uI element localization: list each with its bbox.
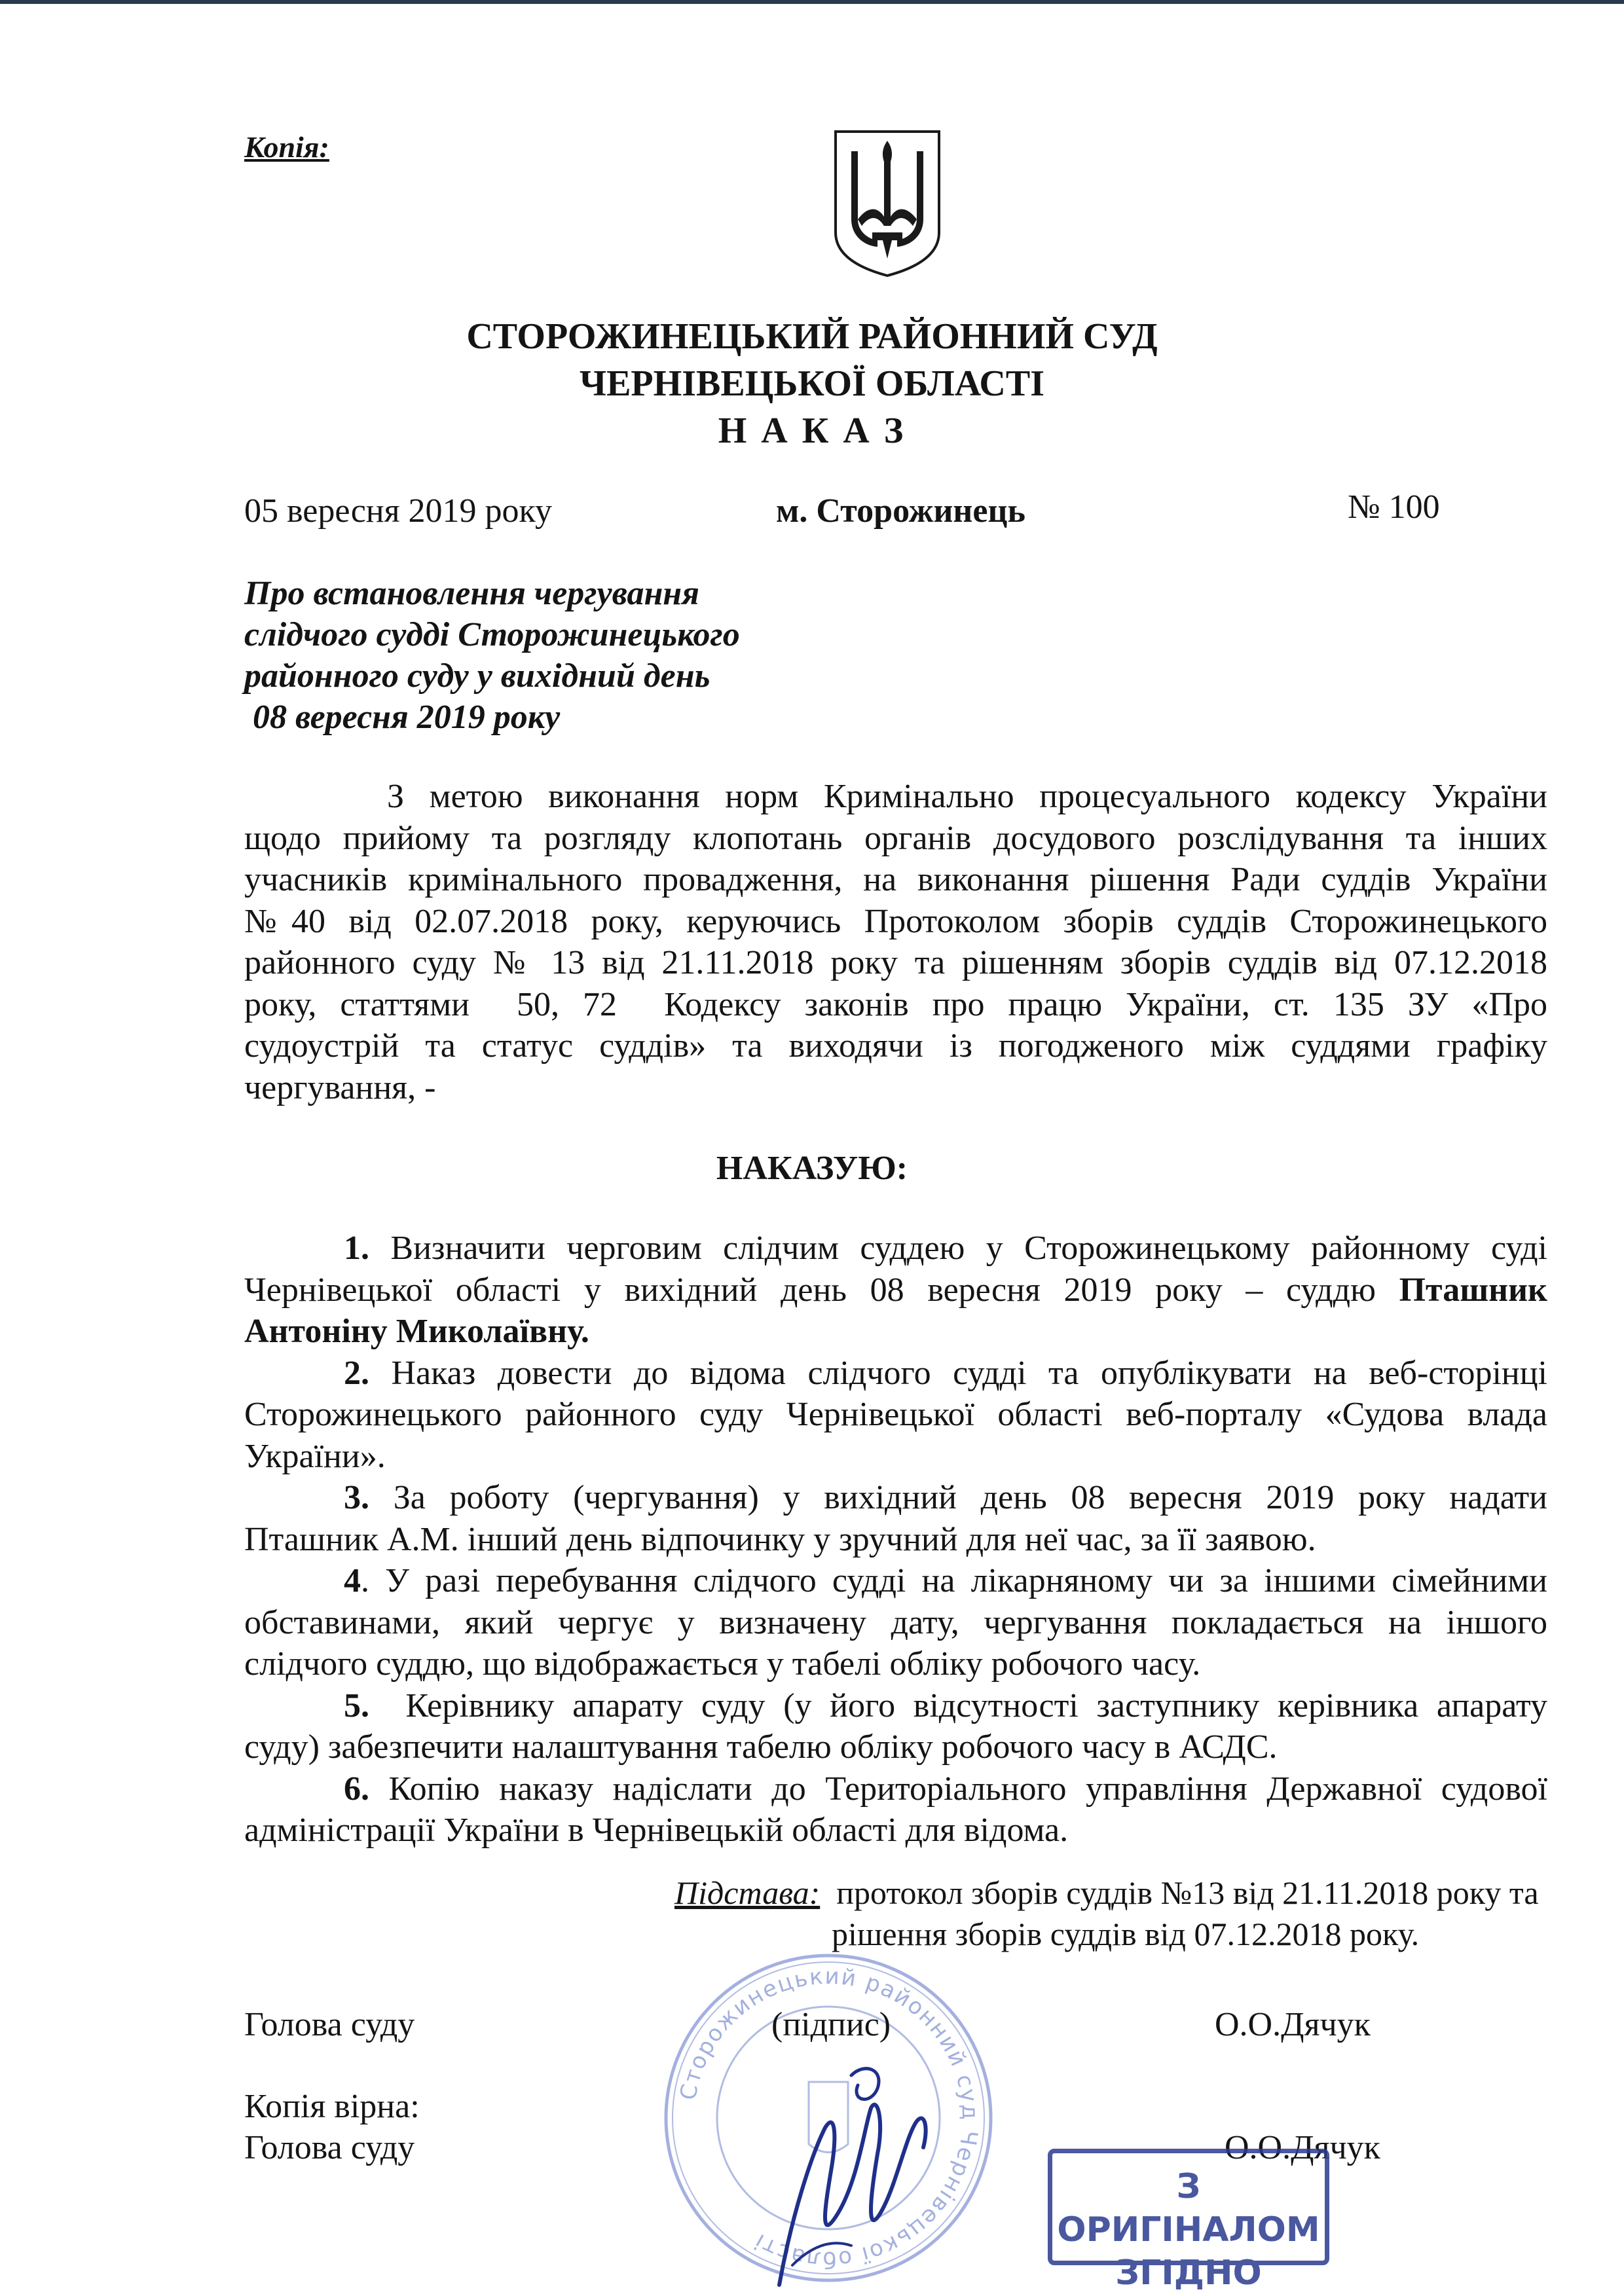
trident-emblem-icon (832, 128, 943, 280)
order-date: 05 вересня 2019 року (244, 492, 553, 530)
judge-surname: Пташник (1399, 1271, 1548, 1309)
head-title: Голова суду (244, 2006, 415, 2043)
preamble (244, 776, 1547, 1108)
head-name-2: О.О.Дячук (1225, 2129, 1380, 2166)
order-subject (244, 573, 740, 738)
stamp-line2: ЗГІДНО (1115, 2253, 1262, 2293)
preamble-line: районного суду № 13 від 21.11.2018 року та рішенням зборів суддів від 07.12.2018 (244, 944, 1547, 981)
list-item (244, 1768, 1547, 1810)
subject-line: районного суду у вихідний день (244, 657, 710, 695)
list-item (244, 1560, 1547, 1602)
item-number: 4 (344, 1562, 361, 1599)
item-text: Чернівецької області у вихідний день 08 вересня 2019 року – суддю (244, 1271, 1376, 1309)
certified-copy-stamp (1048, 2149, 1329, 2293)
list-item-line: обставинами, який чергує у визначену дату, чергування покладається на іншого (244, 1603, 1547, 1641)
item-number: 3. (344, 1479, 369, 1516)
list-item (244, 1228, 1547, 1269)
head-title-2: Голова суду (244, 2129, 415, 2166)
head-name: О.О.Дячук (1215, 2006, 1371, 2043)
subject-line: слідчого судді Сторожинецького (244, 616, 740, 653)
list-item-line: суду) забезпечити налаштування табелю обліку робочого часу в АСДС. (244, 1728, 1278, 1766)
item-text: . У разі перебування слідчого судді на лікарняному чи за іншими сімейними (361, 1562, 1547, 1599)
item-number: 5. (344, 1686, 369, 1724)
court-name-line1: СТОРОЖИНЕЦЬКИЙ РАЙОННИЙ СУД (466, 316, 1158, 357)
stamp-text: Сторожинецький районний суд Чернівецької області (674, 1963, 984, 2273)
list-item (244, 1353, 1547, 1394)
list-item-line (244, 1311, 1547, 1353)
preamble-line: учасників кримінального провадження, на виконання рішення Ради суддів України (244, 861, 1547, 898)
subject-line: Про встановлення чергування (244, 575, 699, 612)
judge-name: Антоніну Миколаївну. (244, 1313, 589, 1350)
item-text: Наказ довести до відома слідчого судді та опублікувати на веб-сторінці (391, 1354, 1548, 1392)
item-number: 6. (344, 1770, 369, 1808)
list-item-line: України». (244, 1437, 386, 1475)
court-name-line2: ЧЕРНІВЕЦЬКОЇ ОБЛАСТІ (579, 363, 1044, 404)
order-title: Н А К А З (718, 410, 906, 451)
item-number: 1. (344, 1230, 369, 1267)
item-number: 2. (344, 1354, 369, 1392)
preamble-line: щодо прийому та розгляду клопотань органів досудового розслідування та інших (244, 819, 1547, 857)
basis-line2: рішення зборів суддів від 07.12.2018 року. (832, 1916, 1420, 1952)
signature-note: (підпис) (771, 2006, 891, 2043)
preamble-line: З метою виконання норм Кримінально процесуального кодексу України (387, 778, 1547, 815)
basis-block (674, 1872, 1539, 1955)
order-word: НАКАЗУЮ: (716, 1150, 908, 1187)
list-item (244, 1477, 1547, 1519)
list-item-line: адміністрації України в Чернівецькій області для відома. (244, 1812, 1069, 1849)
subject-line: 08 вересня 2019 року (244, 699, 561, 736)
order-place: м. Сторожинець (776, 492, 1025, 530)
copy-label: Копія: (244, 130, 329, 164)
item-text: За роботу (чергування) у вихідний день 08 вересня 2019 року надати (393, 1479, 1548, 1516)
stamp-line1: З ОРИГІНАЛОМ (1057, 2167, 1320, 2250)
order-items (244, 1228, 1547, 1851)
list-item-line: слідчого суддю, що відображається у табелі обліку робочого часу. (244, 1645, 1201, 1683)
list-item-line: Пташник А.М. інший день відпочинку у зручний для неї час, за її заявою. (244, 1520, 1316, 1558)
order-number: № 100 (1348, 488, 1440, 526)
preamble-line: №40 від 02.07.2018 року, керуючись Протоколом зборів суддів Сторожинецького (244, 902, 1547, 940)
item-text: Копію наказу надіслати до Територіального управління Державної судової (388, 1770, 1548, 1808)
list-item-line (244, 1269, 1547, 1311)
basis-line1: протокол зборів суддів №13 від 21.11.2018 року та (836, 1874, 1539, 1911)
scan-edge (0, 0, 1624, 4)
preamble-line: року, статтями 50, 72 Кодексу законів про працю України, ст. 135 ЗУ «Про (244, 985, 1547, 1023)
preamble-line: судоустрій та статус суддів» та виходячи із погодженого між суддями графіку (244, 1027, 1547, 1065)
item-text: Керівнику апарату суду (у його відсутності заступнику керівника апарату (387, 1686, 1547, 1724)
handwritten-signature (753, 2049, 950, 2291)
list-item (244, 1685, 1547, 1727)
basis-label: Підстава: (674, 1874, 821, 1911)
item-text: Визначити черговим слідчим суддею у Сторожинецькому районному суді (390, 1230, 1547, 1267)
list-item-line: Сторожинецького районного суду Чернівецької області веб-порталу «Судова влада (244, 1396, 1547, 1433)
preamble-line: чергування, - (244, 1068, 436, 1106)
copy-true-label: Копія вірна: (244, 2088, 420, 2125)
